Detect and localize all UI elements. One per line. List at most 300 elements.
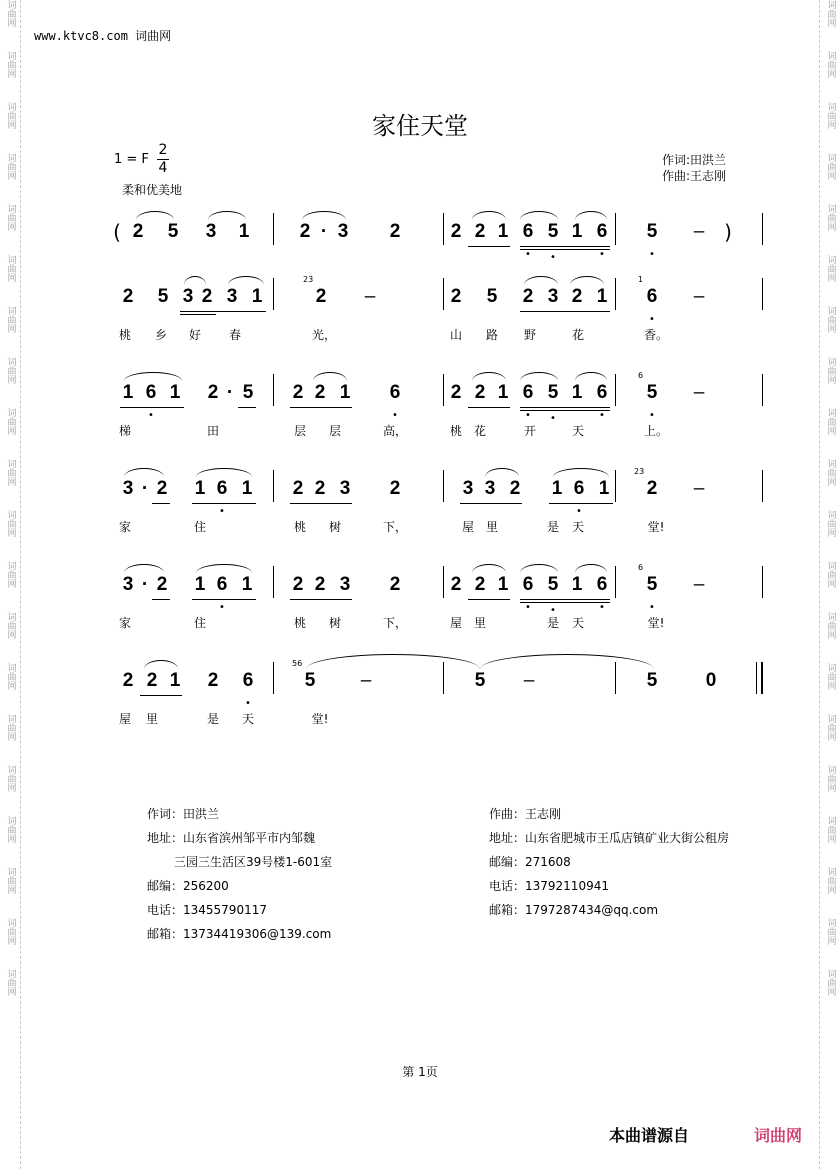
source-site-link[interactable]: 词曲网 — [754, 1126, 803, 1145]
dash: – — [693, 221, 705, 242]
margin-watermark-text: 词曲网 — [5, 153, 16, 180]
score-line-4 — [110, 467, 766, 534]
barline — [615, 470, 616, 502]
low-dot: • — [550, 252, 556, 263]
barline — [762, 278, 763, 310]
low-dot: • — [550, 605, 556, 616]
meter-top: 2 — [158, 142, 168, 158]
lyric: 下， — [382, 616, 408, 630]
note: 5 — [646, 221, 658, 242]
note: 1 — [169, 382, 181, 403]
note: 3 — [462, 478, 474, 499]
dash: – — [360, 670, 372, 691]
lyricist-name: 作词：田洪兰 — [147, 807, 220, 821]
slur — [480, 654, 654, 669]
lyric: 野 — [523, 328, 537, 342]
note: 1 — [497, 221, 509, 242]
left-margin-strip — [0, 0, 21, 1169]
note: 3 — [122, 574, 134, 595]
note: 2 — [146, 670, 158, 691]
slur — [524, 276, 558, 285]
note: 1 — [551, 478, 563, 499]
lyric: 好 — [188, 328, 202, 342]
note: 2 — [509, 478, 521, 499]
slur — [472, 211, 506, 220]
lyric: 堂! — [647, 616, 665, 630]
note: 5 — [304, 670, 316, 691]
lyric: 树 — [328, 520, 342, 534]
note: 1 — [571, 382, 583, 403]
lyric: 开 — [523, 424, 537, 438]
barline — [443, 566, 444, 598]
underline — [152, 503, 170, 504]
barline — [273, 278, 274, 310]
underline — [238, 407, 256, 408]
slur — [472, 564, 506, 573]
grace-note: 6 — [638, 563, 644, 572]
note: · — [141, 478, 149, 499]
grace-note: 56 — [292, 659, 303, 668]
note: 5 — [547, 382, 559, 403]
underline — [152, 599, 170, 600]
note: 3 — [547, 286, 559, 307]
low-dot: • — [525, 602, 531, 613]
final-barline — [761, 662, 763, 694]
note: 1 — [122, 382, 134, 403]
underline — [192, 599, 256, 600]
lyric: 是 — [546, 616, 560, 630]
lyricist-phone: 电话：13455790117 — [147, 903, 267, 917]
note: 3 — [339, 574, 351, 595]
open-paren: ( — [113, 220, 121, 244]
note: 2 — [450, 221, 462, 242]
note: 2 — [474, 574, 486, 595]
margin-watermark-text: 词曲网 — [825, 408, 836, 435]
margin-watermark-text: 词曲网 — [5, 357, 16, 384]
note: · — [141, 574, 149, 595]
margin-watermark-text: 词曲网 — [5, 51, 16, 78]
low-dot: • — [550, 413, 556, 424]
lyric: 住 — [193, 520, 207, 534]
lyricist-address-line2: 三园三生活区39号楼1-601室 — [174, 855, 333, 869]
lyric: 花 — [571, 328, 585, 342]
margin-watermark-text: 词曲网 — [5, 204, 16, 231]
underline — [520, 407, 610, 408]
note: 2 — [315, 286, 327, 307]
lyric: 天 — [571, 520, 585, 534]
note: 5 — [167, 221, 179, 242]
slur — [575, 564, 607, 573]
underline — [520, 246, 610, 247]
slur — [485, 468, 519, 477]
margin-watermark-text: 词曲网 — [5, 714, 16, 741]
barline — [615, 213, 616, 245]
note: 2 — [207, 670, 219, 691]
barline — [273, 662, 274, 694]
note: 2 — [450, 574, 462, 595]
margin-watermark-text: 词曲网 — [5, 816, 16, 843]
note: 3 — [226, 286, 238, 307]
low-dot: • — [392, 410, 398, 421]
note: 5 — [474, 670, 486, 691]
lyric: 上。 — [643, 424, 669, 438]
note: 2 — [132, 221, 144, 242]
margin-watermark-text: 词曲网 — [825, 714, 836, 741]
note: 1 — [241, 478, 253, 499]
barline — [615, 374, 616, 406]
lyric: 桃 — [118, 328, 132, 342]
note: 2 — [201, 286, 213, 307]
close-paren: ) — [724, 220, 732, 244]
lyric: 下， — [382, 520, 408, 534]
margin-watermark-text: 词曲网 — [825, 102, 836, 129]
note: 2 — [389, 478, 401, 499]
slur — [302, 211, 346, 220]
margin-watermark-text: 词曲网 — [825, 357, 836, 384]
note: 1 — [571, 574, 583, 595]
note: 3 — [122, 478, 134, 499]
barline — [762, 566, 763, 598]
note: 1 — [571, 221, 583, 242]
lyricist-postcode: 邮编：256200 — [147, 879, 229, 893]
note: 1 — [169, 670, 181, 691]
margin-watermark-text: 词曲网 — [5, 102, 16, 129]
composer-postcode: 邮编：271608 — [489, 855, 571, 869]
slur — [144, 660, 178, 669]
lyric: 住 — [193, 616, 207, 630]
barline — [443, 470, 444, 502]
barline — [273, 213, 274, 245]
note: 2 — [299, 221, 311, 242]
margin-watermark-text: 词曲网 — [5, 867, 16, 894]
note: 2 — [389, 574, 401, 595]
note: 3 — [339, 478, 351, 499]
lyric: 树 — [328, 616, 342, 630]
underline — [468, 246, 510, 247]
lyric: 天 — [241, 712, 255, 726]
lyric: 乡 — [154, 328, 168, 342]
score-line-6 — [110, 659, 766, 726]
margin-watermark-text: 词曲网 — [5, 765, 16, 792]
note: 1 — [339, 382, 351, 403]
note: 2 — [646, 478, 658, 499]
song-title: 家住天堂 — [372, 112, 468, 140]
score-line-3 — [110, 371, 766, 438]
lyric: 堂! — [311, 712, 329, 726]
lyric: 里 — [485, 520, 499, 534]
margin-watermark-text: 词曲网 — [5, 459, 16, 486]
note: 6 — [522, 574, 534, 595]
composer-contact — [489, 802, 729, 922]
lyric: 里 — [473, 616, 487, 630]
note: 6 — [522, 221, 534, 242]
barline — [615, 278, 616, 310]
grace-note: 1 — [638, 275, 644, 284]
margin-watermark-text: 词曲网 — [825, 0, 836, 27]
margin-watermark-text: 词曲网 — [825, 255, 836, 282]
dash: – — [693, 478, 705, 499]
note: 6 — [216, 478, 228, 499]
note: 2 — [522, 286, 534, 307]
note: 2 — [156, 478, 168, 499]
meter-bottom: 4 — [158, 160, 168, 176]
slur — [124, 372, 182, 381]
underline — [290, 599, 352, 600]
dash: – — [693, 382, 705, 403]
margin-watermark-text: 词曲网 — [5, 612, 16, 639]
margin-watermark-text: 词曲网 — [825, 918, 836, 945]
slur — [208, 211, 246, 220]
note: 2 — [571, 286, 583, 307]
lyric: 高， — [382, 424, 408, 438]
margin-watermark-text: 词曲网 — [825, 969, 836, 996]
margin-watermark-text: 词曲网 — [825, 153, 836, 180]
lyric: 堂! — [647, 520, 665, 534]
composer-address: 地址：山东省肥城市王瓜店镇矿业大街公租房 — [489, 831, 730, 845]
note: 6 — [389, 382, 401, 403]
lyric: 层 — [293, 424, 307, 438]
slur — [520, 211, 558, 220]
note: 2 — [450, 286, 462, 307]
lyric: 天 — [571, 424, 585, 438]
low-dot: • — [525, 410, 531, 421]
note: 2 — [474, 221, 486, 242]
lyric: 田 — [206, 424, 220, 438]
lyric: 春 — [228, 328, 242, 342]
lyricist-contact — [147, 802, 332, 946]
dash: – — [693, 574, 705, 595]
underline — [520, 410, 610, 411]
margin-watermark-text: 词曲网 — [5, 561, 16, 588]
site-header[interactable]: www.ktvc8.com 词曲网 — [34, 29, 172, 43]
low-dot: • — [219, 602, 225, 613]
composer-phone: 电话：13792110941 — [489, 879, 609, 893]
barline — [762, 470, 763, 502]
lyric: 香。 — [643, 328, 669, 342]
low-dot: • — [649, 314, 655, 325]
margin-watermark-text: 词曲网 — [5, 663, 16, 690]
page-number: 第 1页 — [402, 1065, 438, 1079]
tempo-marking: 柔和优美地 — [122, 183, 183, 197]
barline — [273, 566, 274, 598]
slur — [575, 211, 607, 220]
underline — [192, 503, 256, 504]
note: 1 — [596, 286, 608, 307]
note: 5 — [547, 221, 559, 242]
low-dot: • — [576, 506, 582, 517]
note: 5 — [547, 574, 559, 595]
slur — [196, 564, 252, 573]
lyric: 层 — [328, 424, 342, 438]
note: 6 — [646, 286, 658, 307]
barline — [443, 278, 444, 310]
lyric: 屋 — [118, 712, 132, 726]
slur — [306, 654, 480, 669]
note: 5 — [646, 382, 658, 403]
underline — [290, 407, 352, 408]
lyric: 桃 — [293, 616, 307, 630]
margin-watermark-text: 词曲网 — [825, 612, 836, 639]
note: 3 — [205, 221, 217, 242]
margin-watermark-text: 词曲网 — [825, 204, 836, 231]
note: 3 — [182, 286, 194, 307]
margin-watermark-text: 词曲网 — [825, 306, 836, 333]
note: 5 — [242, 382, 254, 403]
underline — [140, 695, 182, 696]
low-dot: • — [245, 698, 251, 709]
low-dot: • — [525, 249, 531, 260]
right-margin-strip — [819, 0, 840, 1169]
low-dot: • — [599, 602, 605, 613]
note: 2 — [314, 478, 326, 499]
note: 3 — [337, 221, 349, 242]
note: 1 — [238, 221, 250, 242]
composer-email[interactable]: 邮箱：1797287434@qq.com — [489, 903, 659, 917]
underline — [180, 311, 266, 312]
underline — [520, 599, 610, 600]
lyricist-email[interactable]: 邮箱：13734419306@139.com — [147, 927, 332, 941]
margin-watermark-text: 词曲网 — [825, 51, 836, 78]
lyricist-credit: 作词:田洪兰 — [662, 153, 727, 167]
note: 6 — [596, 574, 608, 595]
note: 5 — [646, 670, 658, 691]
dash: – — [523, 670, 535, 691]
slur — [520, 564, 558, 573]
margin-watermark-text: 词曲网 — [5, 306, 16, 333]
barline — [443, 213, 444, 245]
note: 1 — [194, 574, 206, 595]
low-dot: • — [599, 410, 605, 421]
lyric: 花 — [473, 424, 487, 438]
lyric: 桃 — [449, 424, 463, 438]
margin-watermark-text: 词曲网 — [5, 255, 16, 282]
note: 2 — [122, 670, 134, 691]
margin-watermark-text: 词曲网 — [825, 765, 836, 792]
barline — [443, 374, 444, 406]
note: 2 — [389, 221, 401, 242]
note: 6 — [522, 382, 534, 403]
margin-watermark-text: 词曲网 — [825, 663, 836, 690]
note: 6 — [596, 221, 608, 242]
lyric: 屋 — [449, 616, 463, 630]
note: 2 — [207, 382, 219, 403]
note: 2 — [292, 574, 304, 595]
lyric: 天 — [571, 616, 585, 630]
score-line-1 — [110, 213, 766, 273]
lyric: 山 — [449, 328, 463, 342]
low-dot: • — [649, 249, 655, 260]
low-dot: • — [219, 506, 225, 517]
underline — [180, 314, 216, 315]
note: 1 — [497, 574, 509, 595]
barline — [762, 213, 763, 245]
slur — [472, 372, 506, 381]
lyric: 里 — [145, 712, 159, 726]
lyric: 是 — [546, 520, 560, 534]
margin-watermark-text: 词曲网 — [825, 459, 836, 486]
lyric: 屋 — [461, 520, 475, 534]
underline — [549, 503, 613, 504]
low-dot: • — [649, 410, 655, 421]
margin-watermark-text: 词曲网 — [5, 918, 16, 945]
lyric: 桃 — [293, 520, 307, 534]
note: 1 — [497, 382, 509, 403]
slur — [124, 564, 164, 573]
underline — [290, 503, 352, 504]
barline — [615, 662, 616, 694]
lyric: 路 — [485, 328, 499, 342]
underline — [468, 599, 510, 600]
grace-note: 23 — [634, 467, 645, 476]
source-label: 本曲谱源自 — [609, 1126, 690, 1145]
note: 5 — [646, 574, 658, 595]
note: 0 — [705, 670, 717, 691]
note: 5 — [486, 286, 498, 307]
dash: – — [693, 286, 705, 307]
lyricist-address: 地址：山东省滨州邹平市内邹魏 — [147, 831, 316, 845]
composer-credit: 作曲:王志刚 — [662, 169, 727, 183]
slur — [124, 468, 164, 477]
note: 6 — [573, 478, 585, 499]
slur — [228, 276, 264, 285]
lyric: 是 — [206, 712, 220, 726]
note: 6 — [596, 382, 608, 403]
low-dot: • — [649, 602, 655, 613]
underline — [520, 311, 610, 312]
time-signature — [157, 142, 169, 177]
underline — [468, 407, 510, 408]
low-dot: • — [599, 249, 605, 260]
note: 1 — [194, 478, 206, 499]
note: 1 — [241, 574, 253, 595]
note: · — [226, 382, 234, 403]
margin-watermark-text: 词曲网 — [825, 510, 836, 537]
grace-note: 6 — [638, 371, 644, 380]
slur — [570, 276, 604, 285]
dash: – — [364, 286, 376, 307]
lyric: 梯 — [118, 424, 132, 438]
underline — [120, 407, 184, 408]
note: 2 — [450, 382, 462, 403]
note: · — [320, 221, 328, 242]
slur — [196, 468, 252, 477]
lyric: 家 — [118, 520, 132, 534]
slur — [136, 211, 174, 220]
note: 2 — [292, 382, 304, 403]
note: 2 — [292, 478, 304, 499]
key-signature: 1 = F — [114, 152, 149, 167]
note: 6 — [216, 574, 228, 595]
composer-name: 作曲：王志刚 — [489, 807, 562, 821]
margin-watermark-text: 词曲网 — [5, 510, 16, 537]
credits-top — [662, 152, 726, 184]
note: 3 — [484, 478, 496, 499]
margin-watermark-text: 词曲网 — [825, 816, 836, 843]
note: 2 — [314, 382, 326, 403]
margin-watermark-text: 词曲网 — [5, 0, 16, 27]
slur — [520, 372, 558, 381]
margin-watermark-text: 词曲网 — [825, 867, 836, 894]
note: 5 — [157, 286, 169, 307]
low-dot: • — [148, 410, 154, 421]
barline — [615, 566, 616, 598]
barline — [273, 470, 274, 502]
slur — [553, 468, 609, 477]
underline — [520, 249, 610, 250]
note: 2 — [474, 382, 486, 403]
lyric: 家 — [118, 616, 132, 630]
score-line-2 — [110, 275, 766, 342]
